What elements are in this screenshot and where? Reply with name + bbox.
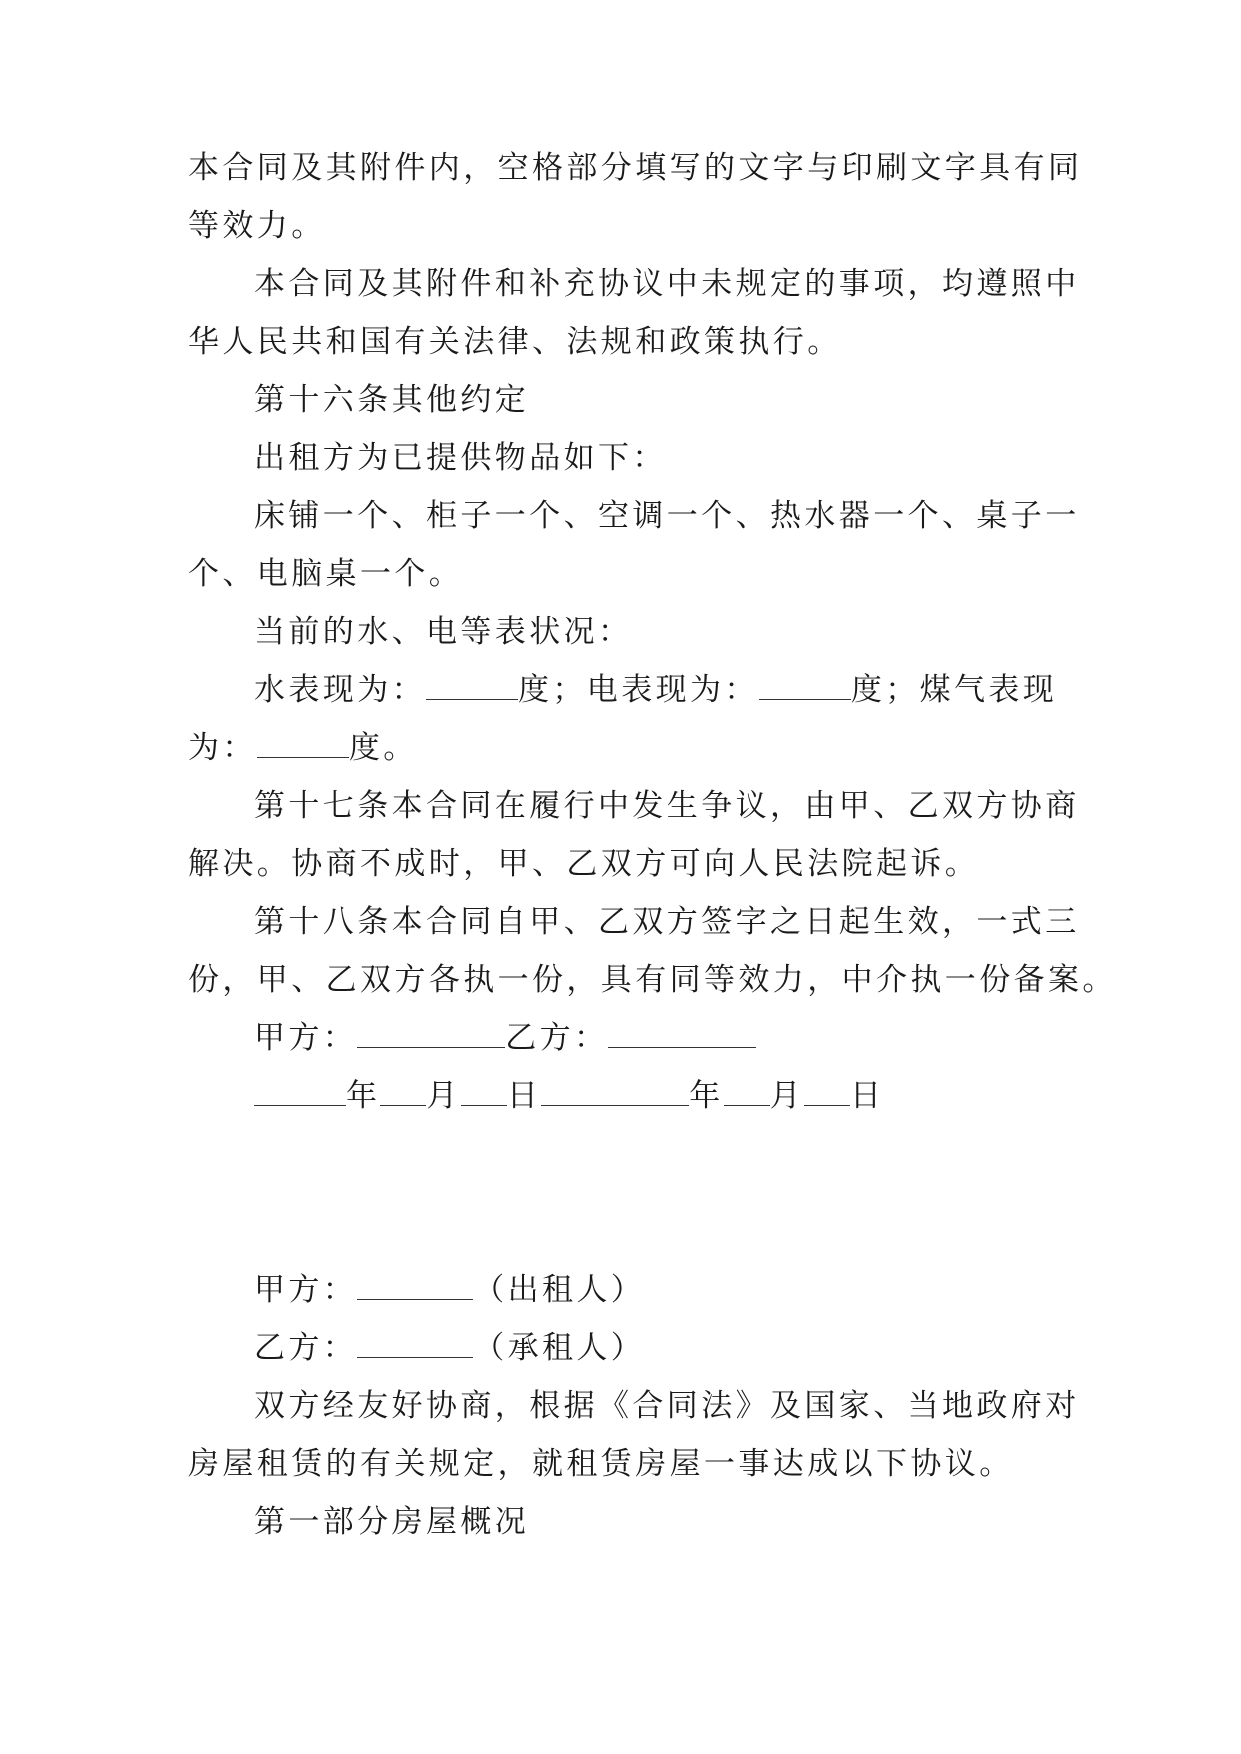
meter-readings-line <box>254 670 1057 710</box>
party-b-label: 乙方： <box>505 1020 609 1056</box>
electric-meter-blank <box>759 670 851 700</box>
meter-readings-line <box>188 728 418 768</box>
body-line: 房屋租赁的有关规定，就租赁房屋一事达成以下协议。 <box>188 1446 1014 1482</box>
party-b-blank <box>357 1328 473 1358</box>
body-line: 华人民共和国有关法律、法规和政策执行。 <box>188 324 842 360</box>
party-b-blank <box>608 1018 756 1048</box>
part-heading: 第一部分房屋概况 <box>254 1504 530 1540</box>
party-line <box>254 1270 645 1310</box>
body-line: 等效力。 <box>188 208 326 244</box>
signature-line <box>254 1018 756 1058</box>
party-a-blank <box>357 1018 505 1048</box>
year-blank <box>254 1076 346 1106</box>
month-label: 月 <box>426 1078 461 1114</box>
year-blank <box>541 1076 689 1106</box>
gas-meter-label: 度；煤气表现 <box>850 672 1058 708</box>
party-b-label: 乙方： <box>254 1330 358 1366</box>
date-line <box>254 1076 884 1116</box>
body-line: 当前的水、电等表状况： <box>254 614 633 650</box>
day-blank <box>461 1076 507 1106</box>
body-line: 解决。协商不成时，甲、乙双方可向人民法院起诉。 <box>188 846 980 882</box>
day-label: 日 <box>850 1078 885 1114</box>
body-line: 个、电脑桌一个。 <box>188 556 464 592</box>
month-blank <box>380 1076 426 1106</box>
body-line: 第十七条本合同在履行中发生争议，由甲、乙双方协商 <box>254 788 1080 824</box>
year-label: 年 <box>689 1078 724 1114</box>
article-heading: 第十六条其他约定 <box>254 382 530 418</box>
gas-meter-blank <box>257 728 349 758</box>
water-meter-label: 水表现为： <box>254 672 426 708</box>
party-line <box>254 1328 645 1368</box>
body-line: 出租方为已提供物品如下： <box>254 440 667 476</box>
party-a-blank <box>357 1270 473 1300</box>
month-label: 月 <box>769 1078 805 1114</box>
day-label: 日 <box>506 1078 542 1114</box>
electric-meter-label: 度；电表现为： <box>518 672 759 708</box>
day-blank <box>804 1076 850 1106</box>
body-line: 份，甲、乙双方各执一份，具有同等效力，中介执一份备案。 <box>188 962 1117 998</box>
lessee-label: （承租人） <box>473 1330 646 1366</box>
body-line: 本合同及其附件和补充协议中未规定的事项，均遵照中 <box>254 266 1080 302</box>
year-label: 年 <box>346 1078 381 1114</box>
lessor-label: （出租人） <box>473 1272 646 1308</box>
body-line: 第十八条本合同自甲、乙双方签字之日起生效，一式三 <box>254 904 1080 940</box>
gas-meter-label-cont: 为： <box>188 730 257 766</box>
water-meter-blank <box>426 670 518 700</box>
party-a-label: 甲方： <box>254 1272 358 1308</box>
body-line: 本合同及其附件内，空格部分填写的文字与印刷文字具有同 <box>188 150 1083 186</box>
month-blank <box>724 1076 770 1106</box>
body-line: 双方经友好协商，根据《合同法》及国家、当地政府对 <box>254 1388 1080 1424</box>
party-a-label: 甲方： <box>254 1020 358 1056</box>
gas-meter-unit: 度。 <box>348 730 418 766</box>
body-line: 床铺一个、柜子一个、空调一个、热水器一个、桌子一 <box>254 498 1080 534</box>
